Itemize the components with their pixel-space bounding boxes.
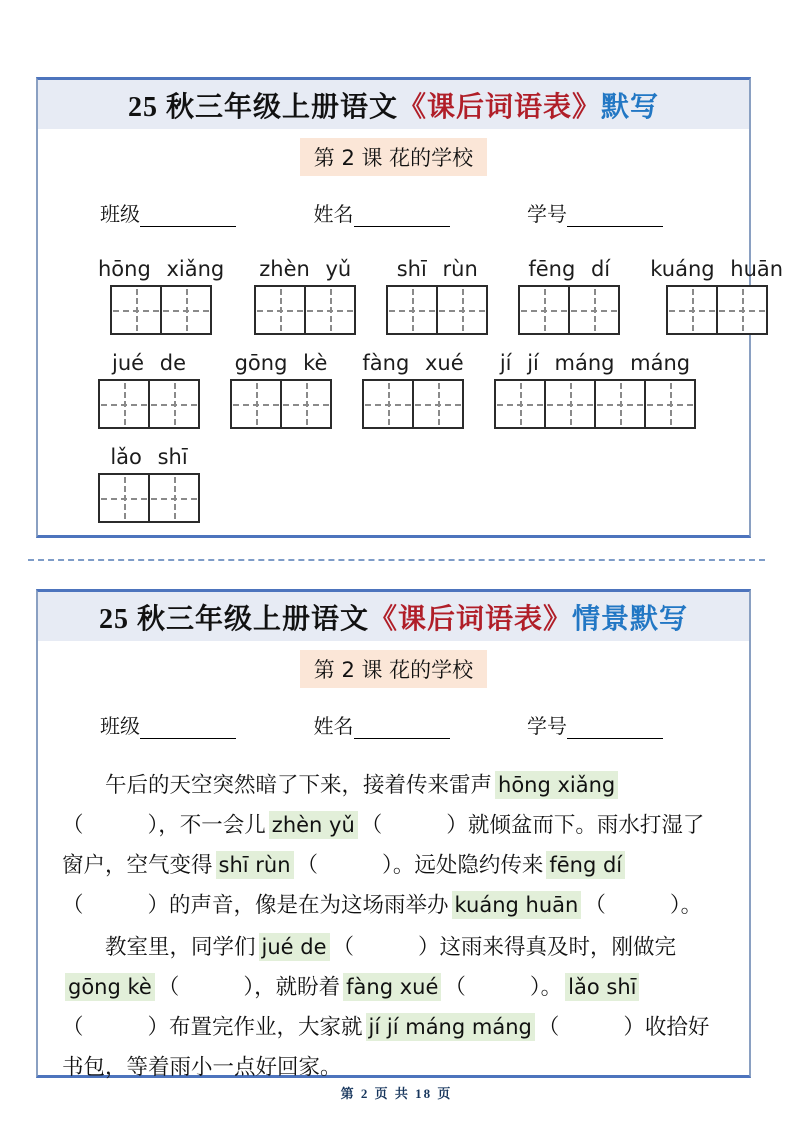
writing-grid bbox=[386, 285, 488, 335]
title-text-red: 《课后词语表》 bbox=[397, 91, 601, 123]
student-info-fields bbox=[38, 198, 749, 227]
answer-blank: （ ） bbox=[537, 1015, 645, 1039]
passage-text: 布置完作业，大家就 bbox=[169, 1015, 363, 1039]
pinyin-highlight: jí jí máng máng bbox=[366, 1013, 535, 1041]
page-number-text: 第 2 页 共 18 页 bbox=[340, 1086, 453, 1101]
writing-grid bbox=[494, 379, 696, 429]
field-underline bbox=[354, 716, 450, 739]
answer-blank: （ ） bbox=[157, 975, 255, 999]
field-underline bbox=[140, 204, 236, 227]
passage-text: ，不一会儿 bbox=[158, 813, 266, 837]
writing-grid-cell bbox=[304, 285, 356, 335]
pinyin-highlight: lǎo shī bbox=[565, 973, 639, 1001]
info-field-label: 学号 bbox=[527, 204, 567, 226]
info-field-班级 bbox=[100, 710, 236, 739]
pinyin-highlight: zhèn yǔ bbox=[269, 811, 358, 839]
info-field-姓名 bbox=[314, 198, 450, 227]
writing-grid-cell bbox=[494, 379, 546, 429]
writing-grid-cell bbox=[386, 285, 438, 335]
writing-grid bbox=[666, 285, 768, 335]
pinyin-highlight: kuáng huān bbox=[452, 891, 582, 919]
pinyin-highlight: gōng kè bbox=[65, 973, 155, 1001]
passage-text: ，就盼着 bbox=[254, 975, 341, 999]
lesson-subtitle: 第 2 课 花的学校 bbox=[300, 650, 487, 688]
writing-grid-cell bbox=[98, 379, 150, 429]
answer-blank: （ ） bbox=[584, 893, 681, 917]
passage-text: 午后的天空突然暗了下来，接着传来雷声 bbox=[105, 773, 493, 797]
writing-grid bbox=[110, 285, 212, 335]
writing-grid-cell bbox=[412, 379, 464, 429]
answer-blank: （ ） bbox=[332, 935, 440, 959]
title-text-blue: 默写 bbox=[601, 91, 660, 123]
pinyin-label: jué de bbox=[112, 351, 186, 375]
passage-text: 。远处隐约传来 bbox=[392, 853, 544, 877]
answer-blank: （ ） bbox=[360, 813, 468, 837]
field-underline bbox=[140, 716, 236, 739]
title-text-black: 25 秋三年级上册语文 bbox=[127, 91, 398, 123]
info-field-label: 班级 bbox=[100, 716, 140, 738]
writing-grid-cell bbox=[160, 285, 212, 335]
writing-grid-cell bbox=[568, 285, 620, 335]
section-divider bbox=[28, 559, 765, 561]
dictation-section-title bbox=[38, 80, 749, 129]
pinyin-label: fàng xué bbox=[362, 351, 464, 375]
word-group bbox=[650, 257, 783, 335]
writing-grid-cell bbox=[594, 379, 646, 429]
word-group bbox=[518, 257, 620, 335]
passage-paragraph bbox=[62, 927, 725, 1087]
field-underline bbox=[567, 204, 663, 227]
pinyin-label: zhèn yǔ bbox=[259, 257, 352, 281]
info-field-label: 学号 bbox=[527, 716, 567, 738]
field-underline bbox=[354, 204, 450, 227]
passage-paragraph bbox=[62, 765, 725, 925]
info-field-label: 姓名 bbox=[313, 716, 354, 738]
answer-blank: （ ） bbox=[62, 813, 159, 837]
word-group bbox=[98, 257, 224, 335]
answer-blank: （ ） bbox=[444, 975, 541, 999]
word-group bbox=[362, 351, 464, 429]
context-section-title bbox=[38, 592, 749, 641]
word-row bbox=[98, 351, 749, 429]
writing-grid-cell bbox=[544, 379, 596, 429]
title-text-red: 《课后词语表》 bbox=[368, 603, 572, 635]
pinyin-label: hōng xiǎng bbox=[98, 257, 225, 281]
passage-text: 这雨来得真及时，刚做完 bbox=[439, 935, 677, 959]
writing-grid-cell bbox=[280, 379, 332, 429]
title-text-blue: 情景默写 bbox=[572, 603, 689, 635]
writing-grid-cell bbox=[716, 285, 768, 335]
pinyin-highlight: fēng dí bbox=[546, 851, 625, 879]
pinyin-highlight: shī rùn bbox=[216, 851, 294, 879]
cloze-passage bbox=[38, 765, 749, 1087]
writing-grid bbox=[98, 379, 200, 429]
lesson-subtitle-row bbox=[38, 650, 749, 688]
pinyin-label: shī rùn bbox=[396, 257, 478, 281]
title-text-black: 25 秋三年级上册语文 bbox=[98, 603, 369, 635]
lesson-subtitle: 第 2 课 花的学校 bbox=[300, 138, 487, 176]
info-field-姓名 bbox=[314, 710, 450, 739]
writing-grid-cell bbox=[230, 379, 282, 429]
pinyin-label: gōng kè bbox=[234, 351, 328, 375]
answer-blank: （ ） bbox=[62, 893, 170, 917]
student-info-fields bbox=[38, 710, 749, 739]
field-underline bbox=[567, 716, 663, 739]
info-field-学号 bbox=[527, 198, 663, 227]
lesson-subtitle-row bbox=[38, 138, 749, 176]
writing-grid-cell bbox=[148, 379, 200, 429]
page-number bbox=[0, 1083, 793, 1102]
pinyin-label: jí jí máng máng bbox=[499, 351, 691, 375]
word-group bbox=[98, 351, 200, 429]
info-field-班级 bbox=[100, 198, 236, 227]
writing-grid-cell bbox=[98, 473, 150, 523]
word-group bbox=[254, 257, 356, 335]
writing-grid-cell bbox=[110, 285, 162, 335]
writing-grid bbox=[518, 285, 620, 335]
word-row bbox=[98, 445, 749, 523]
writing-grid bbox=[98, 473, 200, 523]
pinyin-label: kuáng huān bbox=[650, 257, 784, 281]
writing-grid-cell bbox=[436, 285, 488, 335]
pinyin-highlight: jué de bbox=[259, 933, 330, 961]
passage-text: 。 bbox=[680, 893, 703, 917]
passage-text: 的声音，像是在为这场雨举办 bbox=[169, 893, 449, 917]
info-field-学号 bbox=[527, 710, 663, 739]
info-field-label: 班级 bbox=[100, 204, 140, 226]
word-group bbox=[230, 351, 332, 429]
writing-grid bbox=[254, 285, 356, 335]
word-row bbox=[98, 257, 784, 335]
word-group bbox=[494, 351, 696, 429]
passage-text: 就倾盆而下。雨水打湿了窗户，空气变得 bbox=[62, 813, 705, 877]
passage-text: 收拾好书包，等着雨小一点好回家。 bbox=[62, 1015, 710, 1079]
writing-grid bbox=[362, 379, 464, 429]
writing-grid-cell bbox=[644, 379, 696, 429]
writing-grid-cell bbox=[666, 285, 718, 335]
writing-grid-cell bbox=[254, 285, 306, 335]
pinyin-highlight: hōng xiǎng bbox=[495, 771, 618, 799]
word-grid-area bbox=[38, 227, 784, 523]
word-group bbox=[386, 257, 488, 335]
writing-grid-cell bbox=[362, 379, 414, 429]
pinyin-label: lǎo shī bbox=[110, 445, 188, 469]
context-dictation-section bbox=[36, 589, 751, 1078]
passage-text: 。 bbox=[540, 975, 563, 999]
word-group bbox=[98, 445, 200, 523]
writing-grid-cell bbox=[518, 285, 570, 335]
pinyin-label: fēng dí bbox=[528, 257, 611, 281]
answer-blank: （ ） bbox=[62, 1015, 170, 1039]
writing-grid bbox=[230, 379, 332, 429]
info-field-label: 姓名 bbox=[313, 204, 354, 226]
answer-blank: （ ） bbox=[296, 853, 393, 877]
passage-text: 教室里，同学们 bbox=[105, 935, 256, 959]
writing-grid-cell bbox=[148, 473, 200, 523]
pinyin-highlight: fàng xué bbox=[343, 973, 441, 1001]
dictation-section bbox=[36, 77, 784, 538]
